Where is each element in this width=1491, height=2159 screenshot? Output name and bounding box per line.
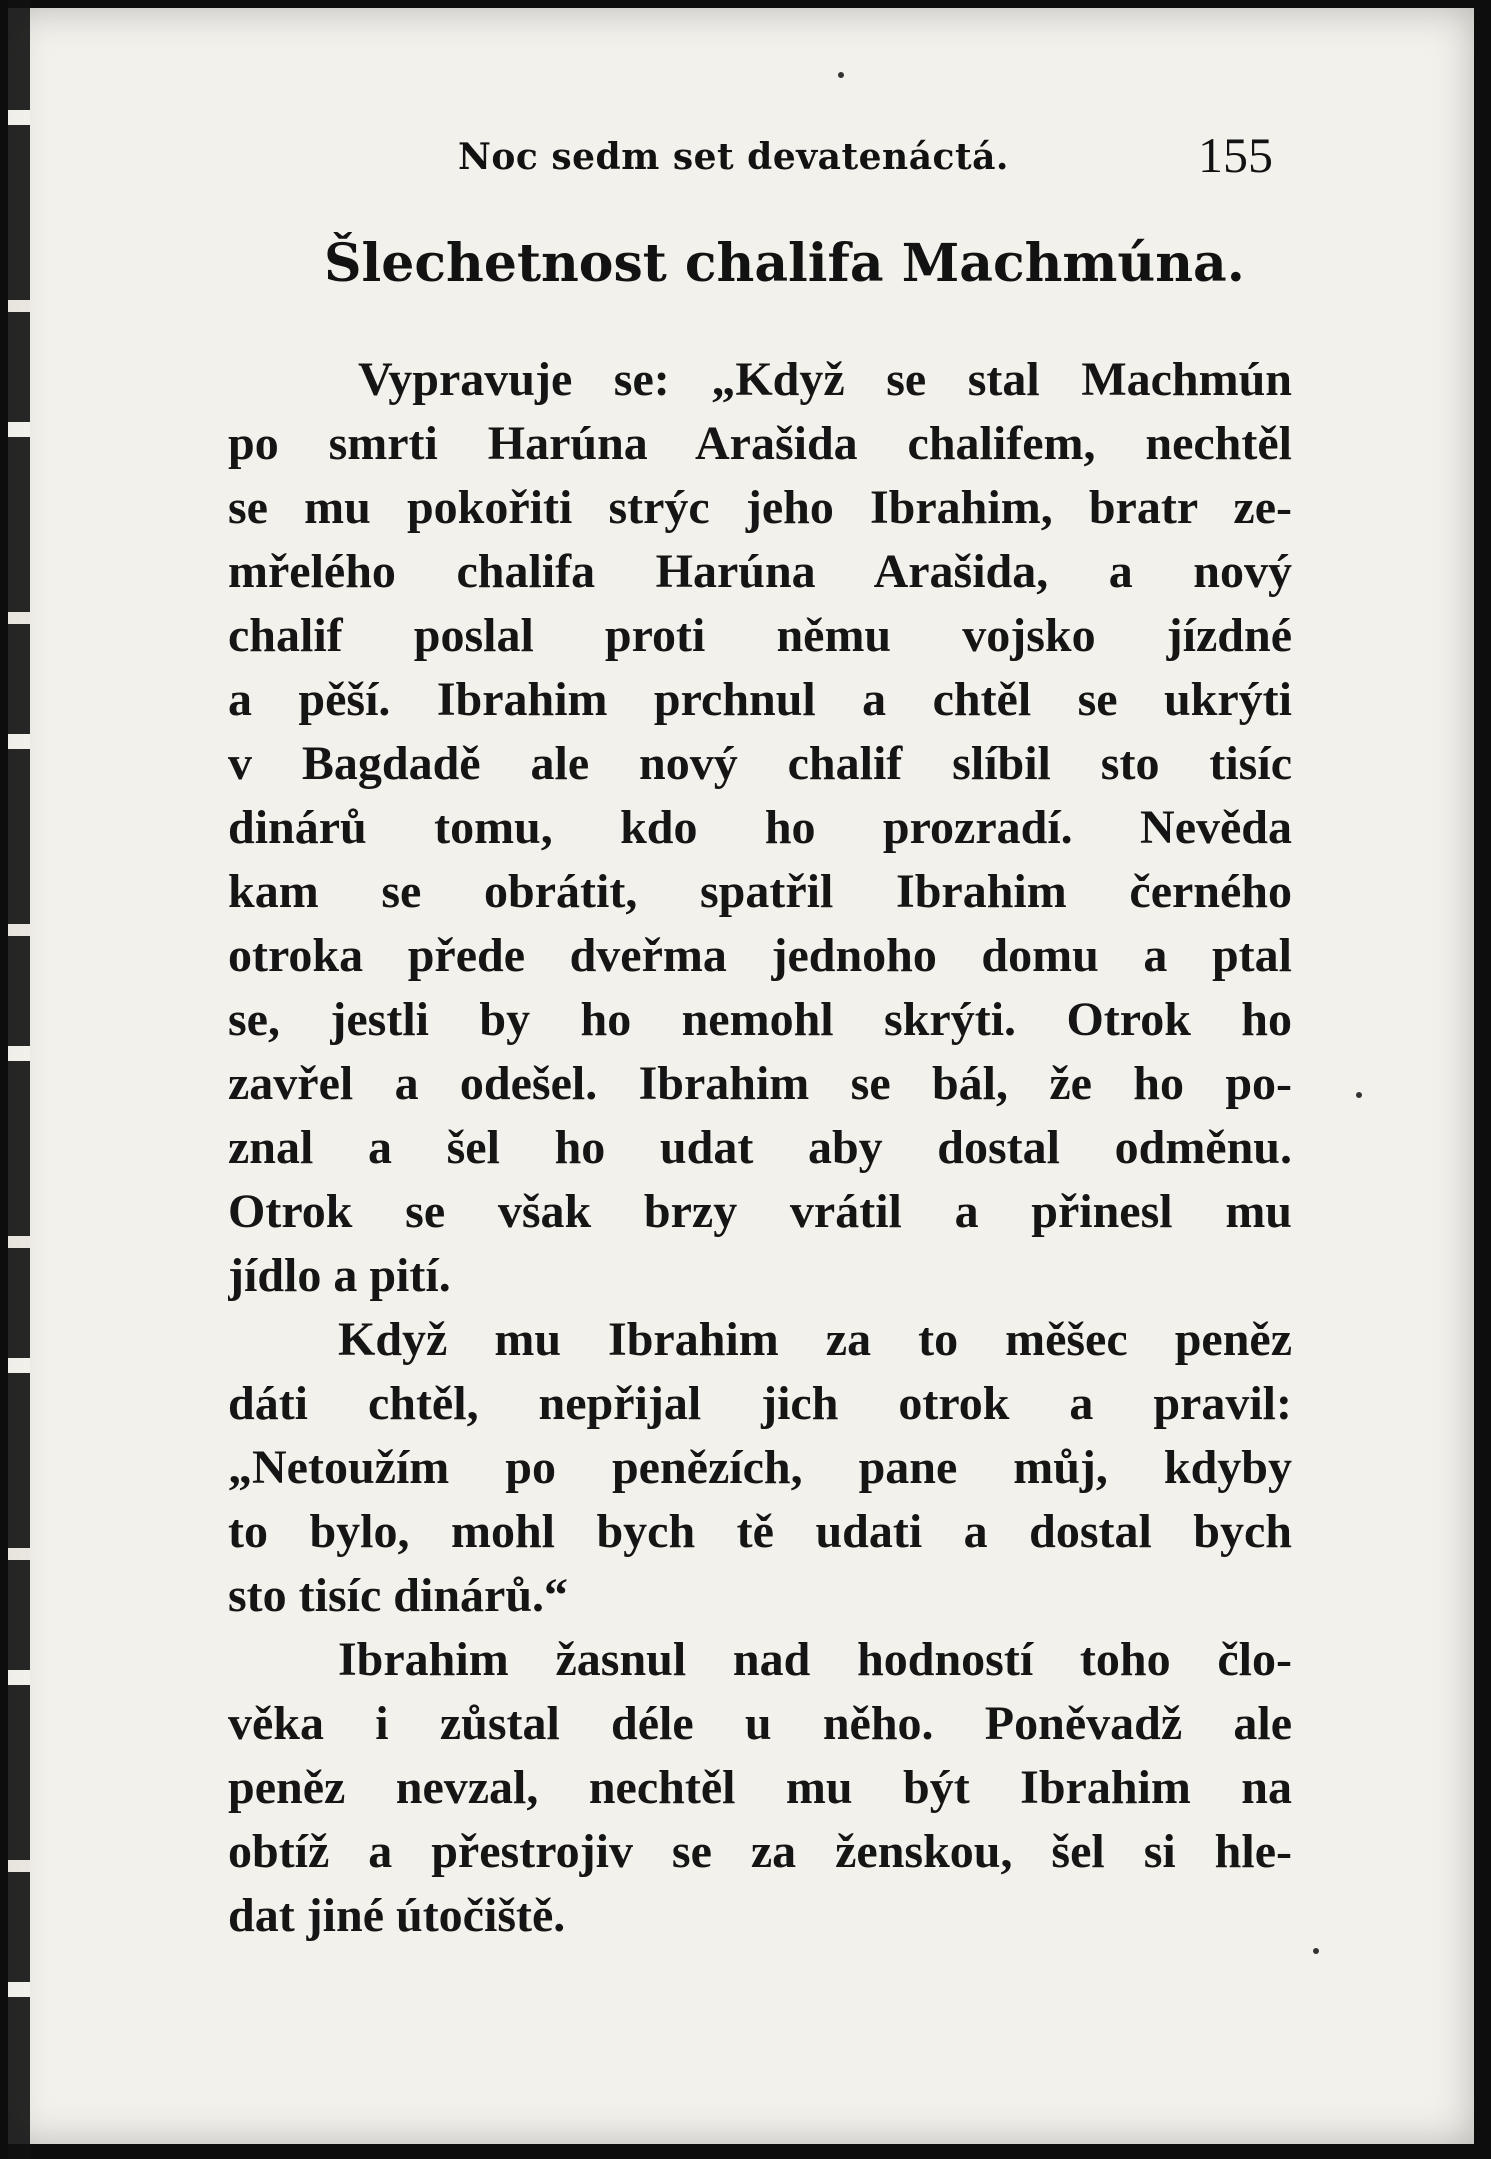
text-line: Ibrahim žasnul nad hodností toho člo- [338, 1633, 1292, 1686]
text-line: mřelého chalifa Harúna Arašida, a nový [228, 545, 1292, 598]
book-page [8, 8, 1474, 2144]
text-line: jídlo a pití. [228, 1249, 451, 1302]
chapter-title: Šlechetnost chalifa Machmúna. [324, 233, 1245, 294]
text-line: to bylo, mohl bych tě udati a dostal bych [228, 1505, 1292, 1558]
text-line: zavřel a odešel. Ibrahim se bál, že ho po- [228, 1057, 1292, 1110]
page-binding-edge [8, 0, 30, 2159]
running-header: Noc sedm set devatenáctá. [458, 136, 1009, 178]
text-line: sto tisíc dinárů.“ [228, 1569, 569, 1622]
text-line: věka i zůstal déle u něho. Poněvadž ale [228, 1697, 1292, 1750]
ink-speck [1313, 1948, 1319, 1954]
text-line: peněz nevzal, nechtěl mu být Ibrahim na [228, 1761, 1292, 1814]
text-line: se, jestli by ho nemohl skrýti. Otrok ho [228, 993, 1292, 1046]
text-line: Když mu Ibrahim za to měšec peněz [338, 1313, 1292, 1366]
text-line: po smrti Harúna Arašida chalifem, nechtěl [228, 417, 1292, 470]
text-line: a pěší. Ibrahim prchnul a chtěl se ukrýti [228, 673, 1292, 726]
text-line: Vypravuje se: „Když se stal Machmún [358, 353, 1292, 406]
text-line: dinárů tomu, kdo ho prozradí. Nevěda [228, 801, 1292, 854]
text-line: kam se obrátit, spatřil Ibrahim černého [228, 865, 1292, 918]
text-line: chalif poslal proti němu vojsko jízdné [228, 609, 1292, 662]
text-line: se mu pokořiti strýc jeho Ibrahim, bratr ze- [228, 481, 1292, 534]
text-line: „Netoužím po penězích, pane můj, kdyby [228, 1441, 1292, 1494]
page-number: 155 [1198, 127, 1273, 183]
text-line: dáti chtěl, nepřijal jich otrok a pravil: [228, 1377, 1292, 1430]
text-line: otroka přede dveřma jednoho domu a ptal [228, 929, 1292, 982]
text-line: dat jiné útočiště. [228, 1889, 566, 1942]
text-line: v Bagdadě ale nový chalif slíbil sto tisíc [228, 737, 1292, 790]
text-line: Otrok se však brzy vrátil a přinesl mu [228, 1185, 1292, 1238]
text-line: znal a šel ho udat aby dostal odměnu. [228, 1121, 1292, 1174]
body-text [228, 348, 1292, 1948]
ink-speck [1356, 1092, 1362, 1098]
ink-speck [838, 72, 844, 78]
text-line: obtíž a přestrojiv se za ženskou, šel si hle- [228, 1825, 1292, 1878]
